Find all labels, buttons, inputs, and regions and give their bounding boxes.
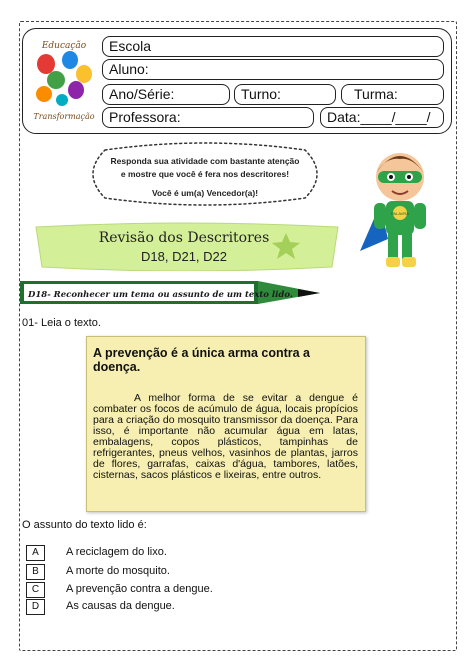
- text-body: A melhor forma de se evitar a dengue é combater os focos de acúmulo de água, locais propícios para a criação do mosquito transmissor da doença. Para isso, é importante não acumular água em latas, embalagens, copos plásticos, tampinhas de refrigerantes, pneus velhos, vasinhos de plantas, jarros de flores, garrafas, caixas d'água, tambores, latões, cisternas, sacos plásticos e lixeiras, entre outros.: [93, 392, 358, 481]
- callout-line-3: Você é um(a) Vencedor(a)!: [151, 188, 259, 198]
- shift-label: Turno:: [241, 86, 281, 102]
- review-banner: [34, 221, 342, 271]
- option-c-text: A prevenção contra a dengue.: [66, 583, 213, 595]
- option-d-text: As causas da dengue.: [66, 600, 175, 612]
- hands-icon: [36, 51, 92, 106]
- callout-line-2: e mostre que você é fera nos descritores!: [120, 169, 290, 179]
- student-field[interactable]: [102, 59, 444, 80]
- callout-line-1: Responda sua atividade com bastante atenção: [110, 156, 300, 166]
- grade-field[interactable]: [102, 84, 230, 105]
- date-label: Data:____/____/: [327, 109, 431, 125]
- teacher-field[interactable]: [102, 107, 314, 128]
- student-label: Aluno:: [109, 61, 149, 77]
- school-label: Escola: [109, 38, 152, 54]
- school-logo: [30, 36, 98, 124]
- school-field[interactable]: [102, 36, 444, 57]
- option-a-text: A reciclagem do lixo.: [66, 546, 167, 558]
- option-d-letter[interactable]: D: [26, 599, 45, 615]
- text-title: A prevenção é a única arma contra a doença.: [93, 346, 310, 374]
- banner-title: Revisão dos Descritores: [98, 230, 270, 246]
- class-field[interactable]: [341, 84, 444, 105]
- shift-field[interactable]: [234, 84, 336, 105]
- instruction-callout: [85, 142, 325, 207]
- descriptor-text: D18- Reconhecer um tema ou assunto de um texto lido.: [28, 290, 293, 300]
- option-b-text: A morte do mosquito.: [66, 565, 170, 577]
- date-field[interactable]: [320, 107, 444, 128]
- option-a-letter[interactable]: A: [26, 545, 45, 561]
- question-prompt: O assunto do texto lido é:: [22, 519, 147, 531]
- option-b-letter[interactable]: B: [26, 564, 45, 580]
- grade-label: Ano/Série:: [109, 86, 175, 102]
- super-hero-illustration: [352, 147, 448, 269]
- logo-text-top: Educação: [41, 41, 87, 51]
- teacher-label: Professora:: [109, 109, 181, 125]
- descriptor-strip: [20, 279, 320, 307]
- question-number: 01- Leia o texto.: [22, 317, 101, 329]
- class-label: Turma:: [354, 86, 398, 102]
- logo-text-bottom: Transformação: [33, 112, 95, 121]
- banner-subtitle: D18, D21, D22: [141, 249, 227, 264]
- hero-badge-text: PALAVRA: [391, 211, 409, 216]
- reading-text-panel: [86, 336, 366, 512]
- option-c-letter[interactable]: C: [26, 582, 45, 598]
